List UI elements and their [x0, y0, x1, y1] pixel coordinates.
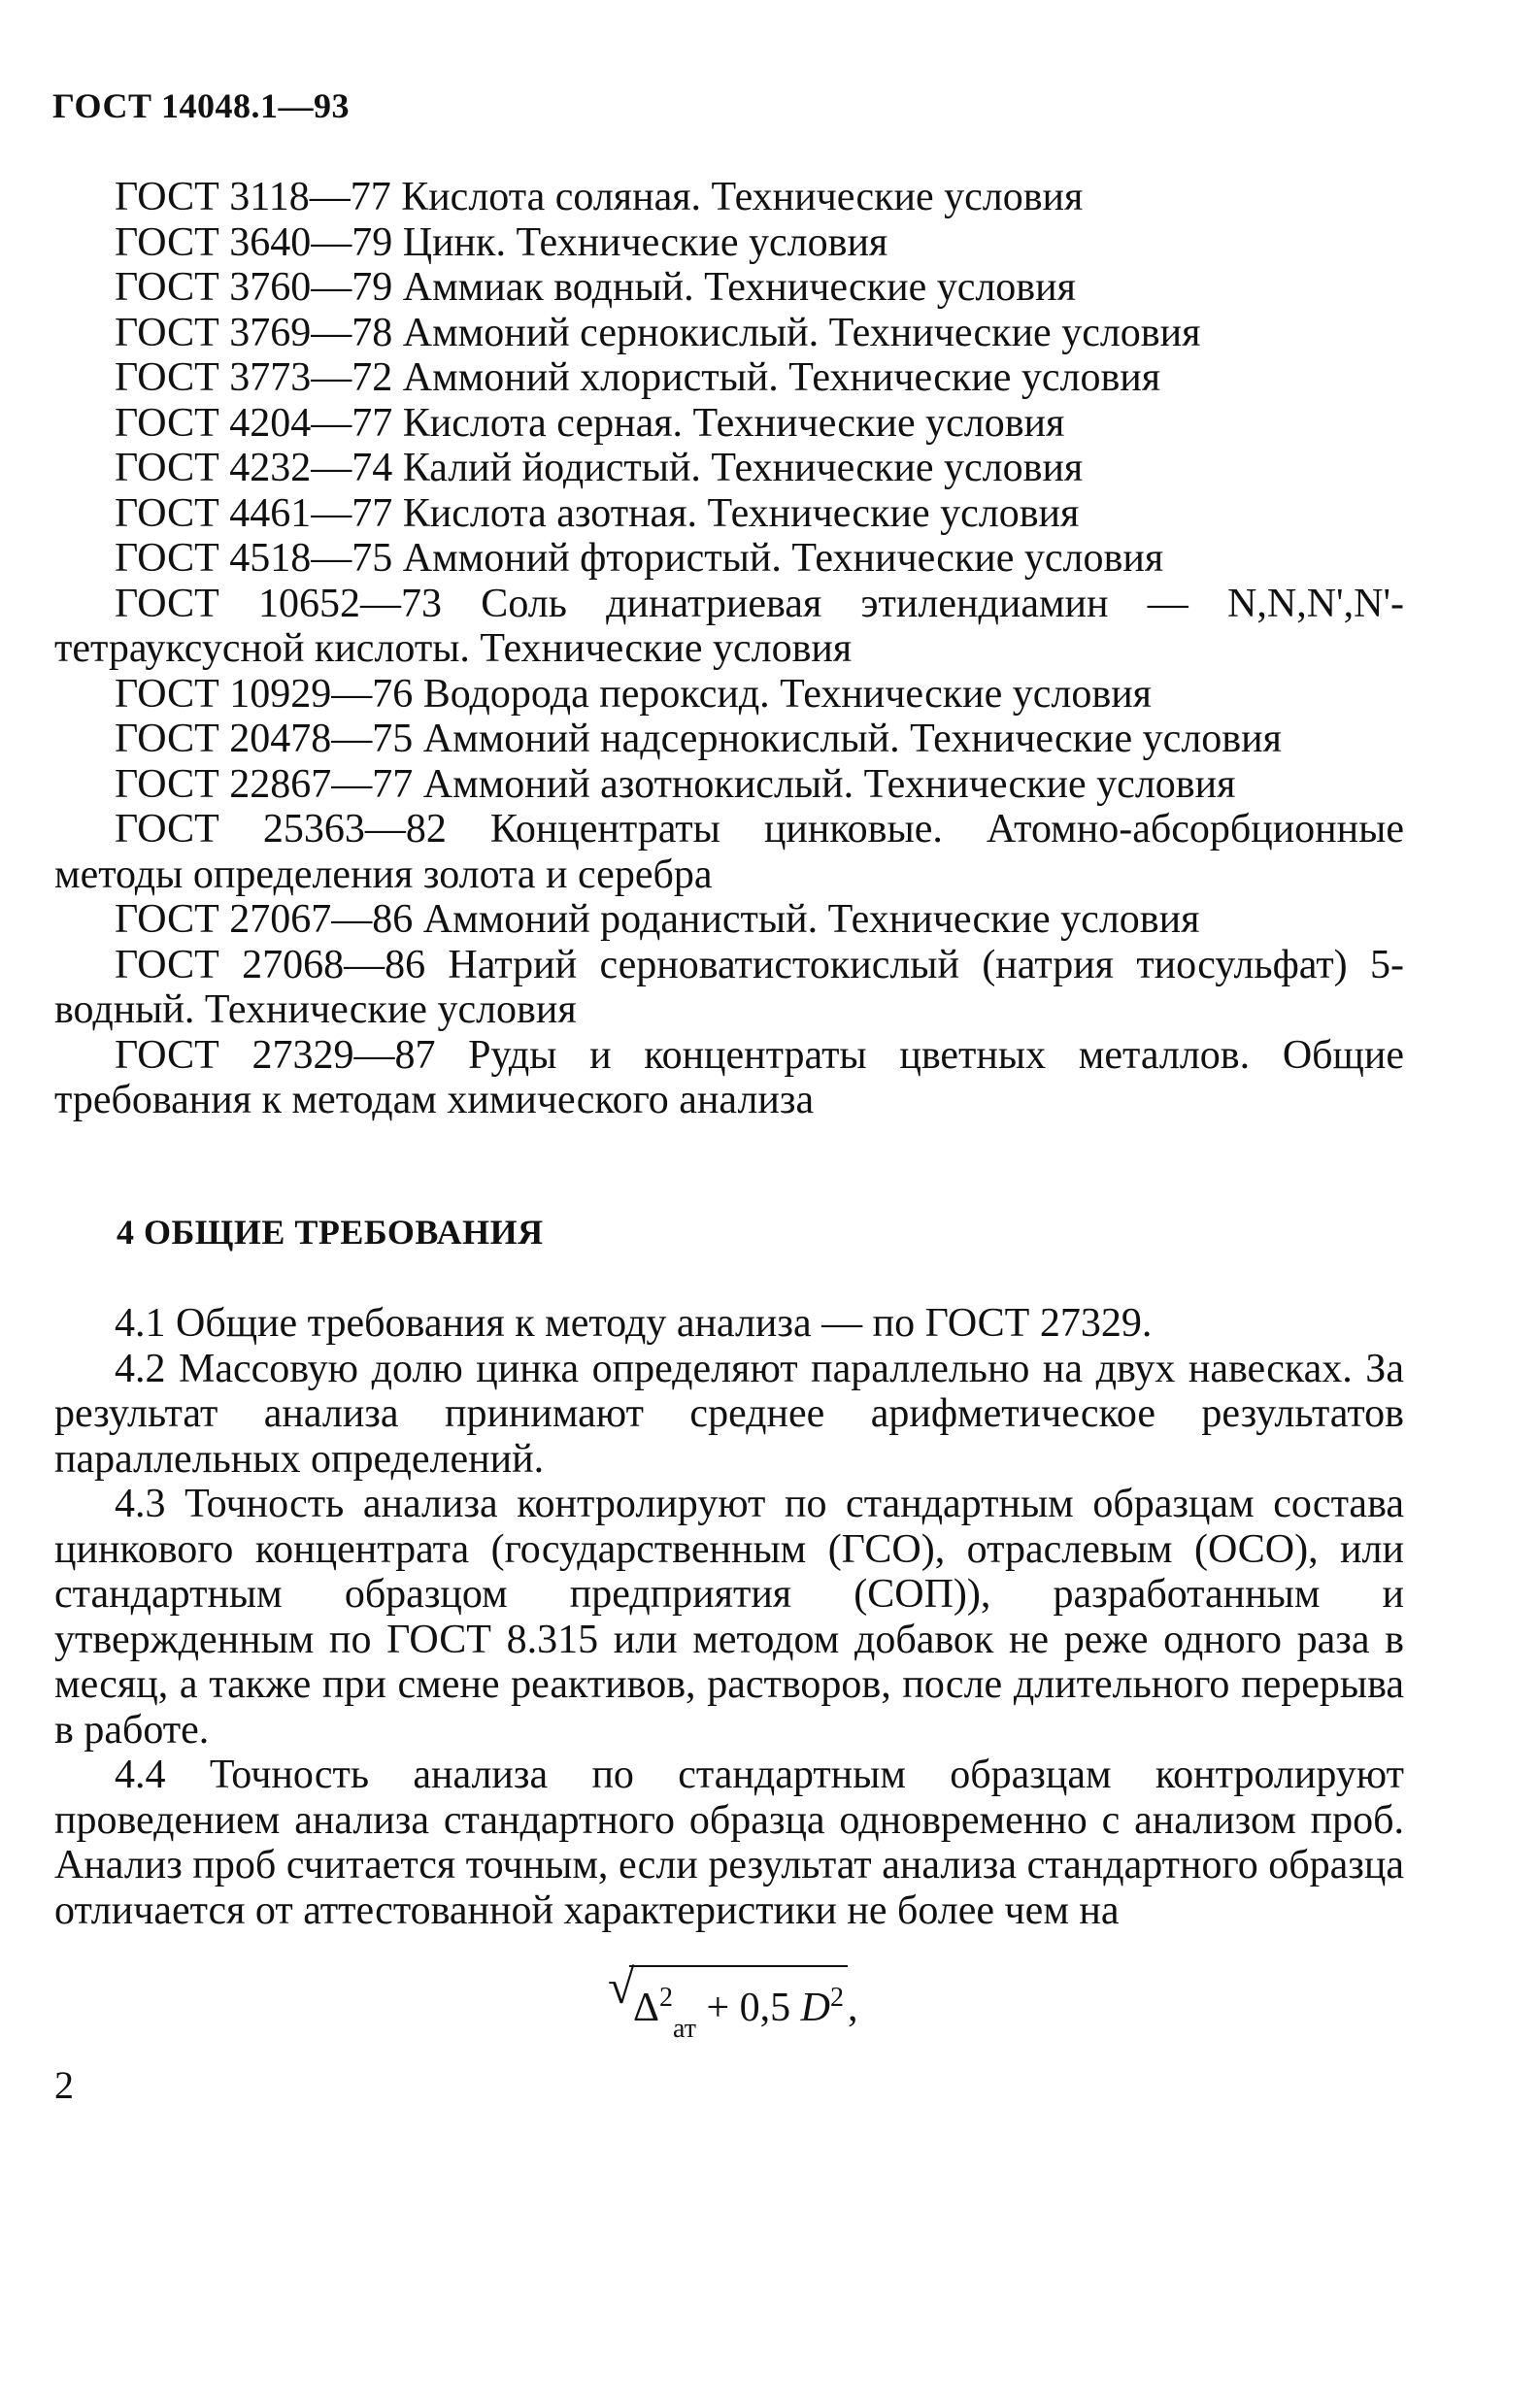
reference-item: ГОСТ 4232—74 Калий йодистый. Технические условия — [115, 446, 1084, 490]
paragraph-4-2: 4.2 Массовую долю цинка определяют параллельно на двух навесках. За результат анализа принимают среднее арифметическое результатов параллельных определений. — [54, 1346, 1404, 1482]
square-root — [608, 1959, 848, 2051]
reference-item: ГОСТ 3640—79 Цинк. Технические условия — [115, 219, 888, 265]
reference-item: ГОСТ 3769—78 Аммоний сернокислый. Технические условия — [115, 310, 1201, 355]
page-number: 2 — [54, 2063, 74, 2107]
delta-exponent: 2 — [659, 1983, 674, 2013]
formula-trailing-comma: , — [848, 1986, 858, 2030]
delta-symbol: Δ — [633, 1986, 660, 2030]
paragraph-4-4: 4.4 Точность анализа по стандартным образцам контролируют проведением анализа стандартного образца одновременно с анализом проб. Анализ проб считается точным, если результат анализа стандартного образца отличается от аттестованной характеристики не более чем на — [54, 1753, 1404, 1933]
reference-item: ГОСТ 4518—75 Аммоний фтористый. Технические условия — [115, 536, 1164, 581]
section-heading: 4 ОБЩИЕ ТРЕБОВАНИЯ — [117, 1213, 544, 1252]
reference-item: ГОСТ 25363—82 Концентраты цинковые. Атомно-абсорбционные методы определения золота и серебра — [54, 807, 1404, 897]
d-symbol: D — [800, 1986, 830, 2030]
formula-middle: + 0,5 — [706, 1986, 791, 2030]
reference-item: ГОСТ 3760—79 Аммиак водный. Технические условия — [115, 265, 1076, 310]
reference-list — [54, 175, 1404, 1123]
accuracy-formula — [608, 1959, 858, 2051]
reference-item: ГОСТ 20478—75 Аммоний надсернокислый. Технические условия — [115, 717, 1282, 761]
paragraph-4-3: 4.3 Точность анализа контролируют по стандартным образцам состава цинкового концентрата (государственным (ГСО), отраслевым (ОСО), или стандартным образцом предприятия (СОП)), разработанным и утвержденным по ГОСТ 8.315 или методом добавок не реже одного раза в месяц, а также при смене реактивов, растворов, после длительного перерыва в работе. — [54, 1482, 1404, 1753]
d-exponent: 2 — [830, 1983, 844, 2013]
document-header: ГОСТ 14048.1—93 — [52, 86, 350, 125]
radicand — [629, 1965, 848, 2051]
reference-item: ГОСТ 27067—86 Аммоний роданистый. Технические условия — [115, 897, 1200, 942]
delta-subscript: ат — [673, 2014, 696, 2045]
reference-item: ГОСТ 3118—77 Кислота соляная. Технические условия — [115, 175, 1084, 219]
reference-item: ГОСТ 10652—73 Соль динатриевая этилендиамин — N,N,N',N'-тетрауксусной кислоты. Технические условия — [54, 581, 1404, 671]
section-body — [54, 1301, 1404, 1933]
reference-item: ГОСТ 10929—76 Водорода пероксид. Технические условия — [115, 671, 1152, 717]
reference-item: ГОСТ 27329—87 Руды и концентраты цветных металлов. Общие требования к методам химического анализа — [54, 1032, 1404, 1122]
sqrt-symbol: √ — [608, 1959, 635, 2014]
reference-item: ГОСТ 22867—77 Аммоний азотнокислый. Технические условия — [115, 761, 1236, 807]
paragraph-4-1: 4.1 Общие требования к методу анализа — по ГОСТ 27329. — [115, 1301, 1153, 1346]
reference-item: ГОСТ 4461—77 Кислота азотная. Технические условия — [115, 490, 1080, 536]
reference-item: ГОСТ 27068—86 Натрий серноватистокислый (натрия тиосульфат) 5-водный. Технические условия — [54, 942, 1404, 1032]
reference-item: ГОСТ 4204—77 Кислота серная. Технические условия — [115, 400, 1065, 446]
reference-item: ГОСТ 3773—72 Аммоний хлористый. Технические условия — [115, 355, 1161, 400]
